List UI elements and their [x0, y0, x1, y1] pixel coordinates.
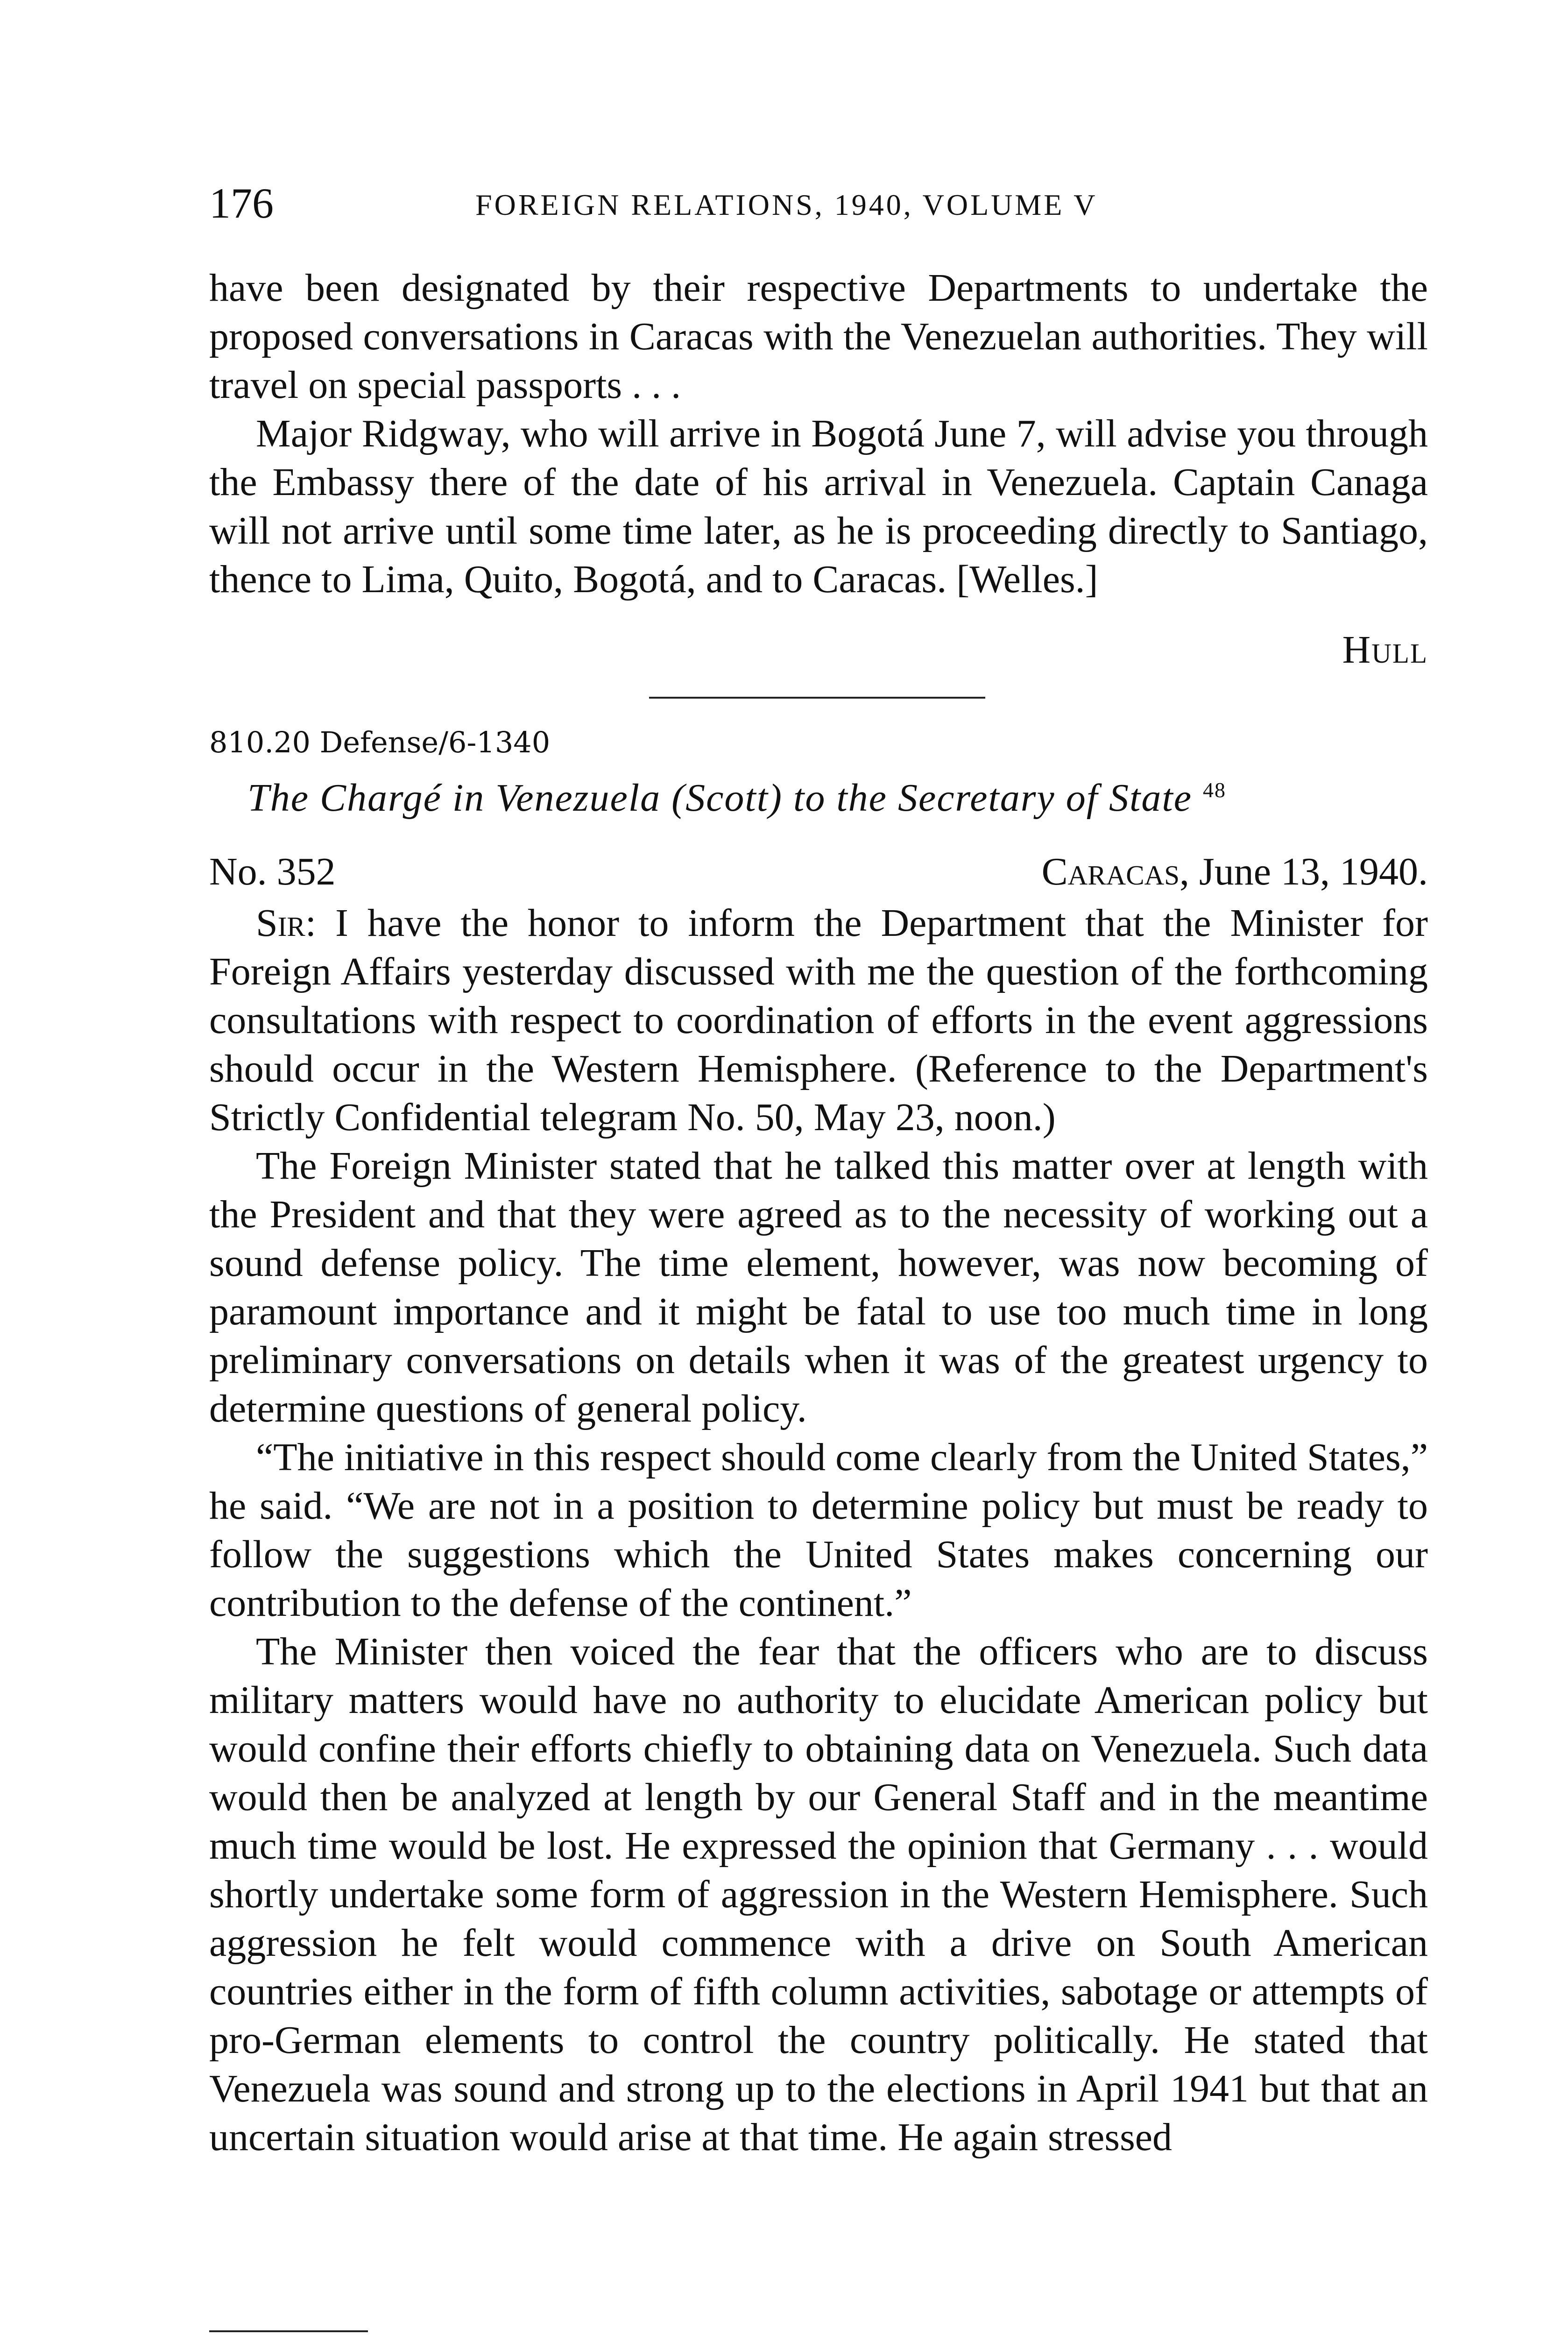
body-paragraph-4: The Minister then voiced the fear that the officers who are to discuss military matters would have no authority to elucidate American policy but would confine their efforts chiefly to obtaining data on Venezuela. Such data would then be analyzed at length by our General Staff and in the meantime much time would be lost. He expressed the opinion that Germany . . . would shortly undertake some form of aggression in the Western Hemisphere. Such aggression he felt would commence with a drive on South American countries either in the form of fifth column activities, sabotage or attempts of pro-German elements to control the country politically. He stated that Venezuela was sound and strong up to the elections in April 1941 but that an uncertain situation would arise at that time. He again stressed — [209, 1630, 1428, 2159]
section-divider — [649, 697, 985, 699]
page-header — [209, 177, 1428, 234]
continuation-paragraph-1: have been designated by their respective Departments to undertake the proposed conversations in Caracas with the Venezuelan authorities. They will travel on special passports . . . — [209, 266, 1428, 407]
dispatch-place-date — [1042, 848, 1428, 896]
salutation: Sir: — [256, 901, 317, 945]
page-number: 176 — [209, 179, 274, 227]
dispatch-date: June 13, 1940. — [1199, 850, 1428, 893]
continuation-paragraph-2: Major Ridgway, who will arrive in Bogotá June 7, will advise you through the Embassy there of the date of his arrival in Venezuela. Captain Canaga will not arrive until some time later, as he is proceeding directly to Santiago, thence to Lima, Quito, Bogotá, and to Caracas. [Welles.] — [209, 412, 1428, 601]
title-footnote-marker: 48 — [1203, 778, 1226, 802]
body-paragraph-1-text: I have the honor to inform the Department that the Minister for Foreign Affairs yesterday discussed with me the question of the forthcoming consultations with respect to coordination of efforts in the event aggressions should occur in the Western Hemisphere. (Reference to the Department's Strictly Confidential telegram No. 50, May 23, noon.) — [209, 901, 1428, 1139]
document-body — [209, 899, 1428, 2162]
footnote-rule — [209, 2330, 368, 2332]
dispatch-number: No. 352 — [209, 850, 336, 893]
file-reference: 810.20 Defense/6-1340 — [209, 725, 551, 759]
body-paragraph-2: The Foreign Minister stated that he talked this matter over at length with the President and that they were agreed as to the necessity of working out a sound defense policy. The time element, however, was now becoming of paramount importance and it might be fatal to use too much time in long preliminary conversations on details when it was of the greatest urgency to determine questions of general policy. — [209, 1144, 1428, 1430]
dispatch-place: Caracas, — [1041, 850, 1190, 893]
signature-hull: Hull — [1342, 628, 1428, 672]
body-paragraph-3: “The initiative in this respect should come clearly from the United States,” he said. “We are not in a position to determine policy but must be ready to follow the suggestions which the United States makes concerning our contribution to the defense of the continent.” — [209, 1436, 1428, 1625]
body-paragraph-1 — [209, 899, 1428, 1142]
document-title-text: The Chargé in Venezuela (Scott) to the Secretary of State — [247, 776, 1192, 820]
document-title — [247, 766, 1226, 822]
running-head: FOREIGN RELATIONS, 1940, VOLUME V — [475, 188, 1098, 221]
continuation-text — [209, 264, 1428, 604]
